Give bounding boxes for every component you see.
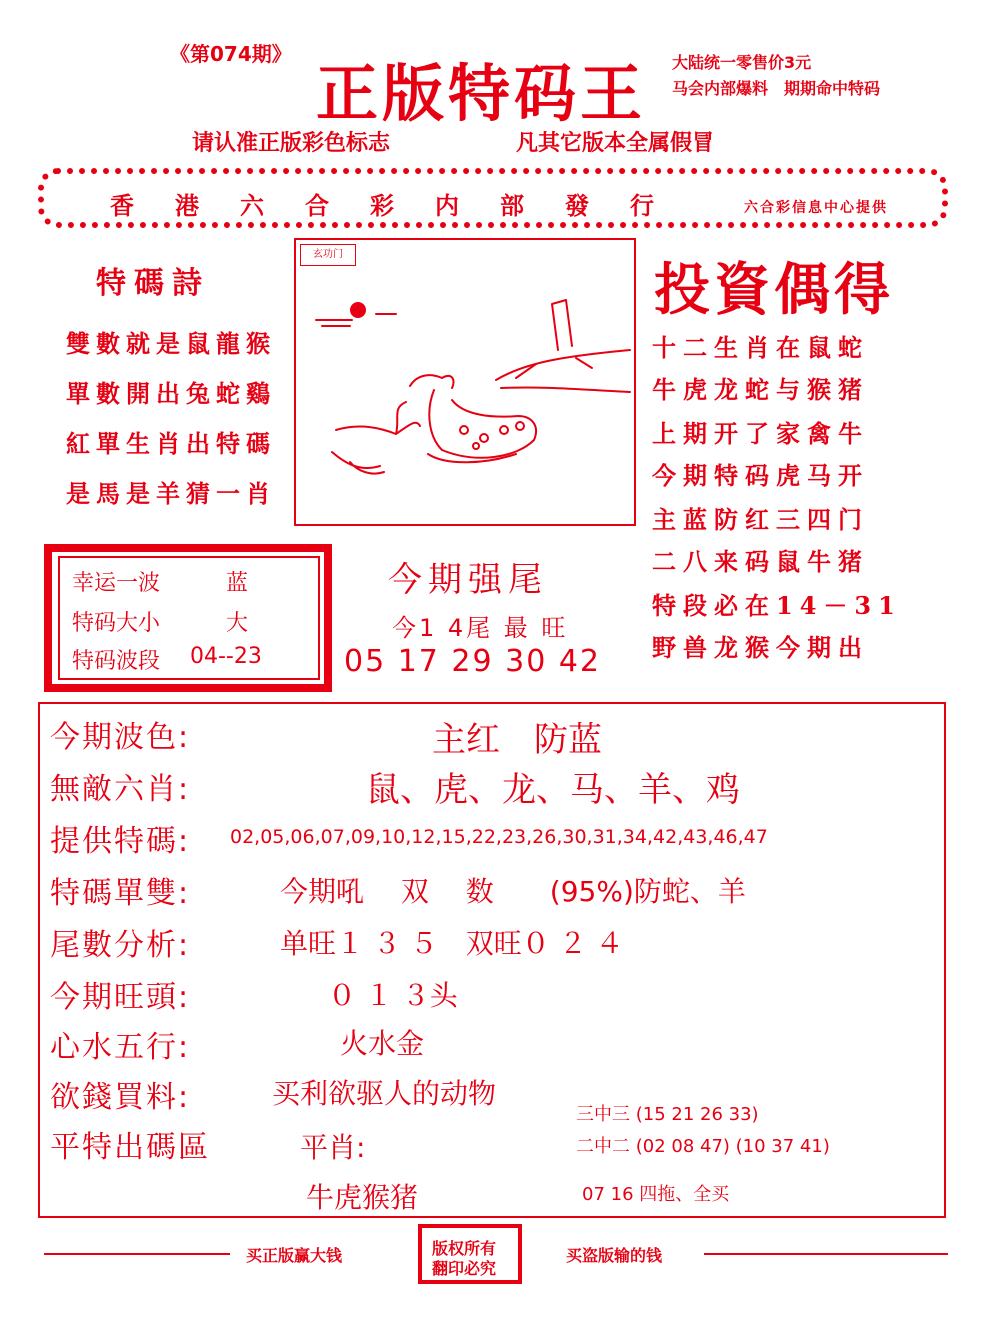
footer-divider-left [44, 1253, 230, 1255]
tail-value: 单旺１ ３ ５ 双旺０ ２ ４ [280, 927, 624, 960]
pick3-text: 三中三 (15 21 26 33) [576, 1104, 759, 1125]
slogan-text: 马会内部爆料 期期命中特码 [672, 79, 881, 98]
lucky-wave-value: 蓝 [226, 571, 249, 596]
buy-label: 欲錢買料: [50, 1080, 191, 1115]
element-label: 心水五行: [50, 1030, 191, 1065]
buy-value: 买利欲驱人的动物 [272, 1077, 497, 1110]
strong-tail-title: 今期强尾 [388, 560, 548, 600]
lucky-range-label: 特码波段 [72, 649, 161, 674]
issue-number: 《第074期》 [170, 42, 292, 66]
invest-line: 十二生肖在鼠蛇 [652, 333, 869, 362]
lucky-wave-label: 幸运一波 [72, 571, 161, 596]
strong-tail-numbers: 05 17 29 30 42 [344, 644, 602, 679]
copyright-line-1: 版权所有 [432, 1239, 497, 1258]
footer-right-text: 买盗版输的钱 [566, 1246, 663, 1265]
invest-line: 主蓝防红三四门 [652, 505, 869, 534]
invest-line: 二八来码鼠牛猪 [652, 547, 869, 576]
poem-line: 是馬是羊猜一肖 [66, 479, 276, 508]
color-label: 今期波色: [50, 720, 191, 755]
picture-frame [294, 238, 636, 526]
flat-value: 牛虎猴猪 [306, 1181, 419, 1214]
footer-left-text: 买正版赢大钱 [246, 1246, 343, 1265]
code-label: 提供特碼: [50, 824, 191, 859]
head-value: ０ １ ３头 [328, 979, 458, 1012]
six-label: 無敵六肖: [50, 772, 191, 807]
poem-line: 單數開出兔蛇鷄 [66, 379, 276, 408]
banner-main-text: 香港六合彩内部發行 [110, 191, 695, 220]
poem-title: 特碼詩 [96, 266, 210, 301]
element-value: 火水金 [340, 1027, 425, 1060]
lucky-size-value: 大 [226, 611, 249, 636]
masthead-title: 正版特码王 [316, 57, 647, 130]
flat-label: 平特出碼區 [50, 1130, 210, 1165]
dragall-text: 07 16 四拖、全买 [582, 1184, 730, 1205]
invest-line: 上期开了家禽牛 [652, 419, 869, 448]
tail-label: 尾數分析: [50, 928, 191, 963]
code-value: 02,05,06,07,09,10,12,15,22,23,26,30,31,34,42,43,46,47 [230, 826, 768, 848]
strong-tail-sub: 今1 4尾 最 旺 [392, 614, 569, 642]
poem-line: 紅單生肖出特碼 [66, 429, 276, 458]
oddeven-value: 今期吼 双 数 (95%)防蛇、羊 [280, 875, 746, 908]
footer-divider-right [704, 1253, 948, 1255]
six-value: 鼠、虎、龙、马、羊、鸡 [366, 770, 740, 810]
invest-title: 投資偶得 [654, 257, 894, 323]
flat-sub: 平肖: [300, 1131, 366, 1164]
copyright-line-2: 翻印必究 [432, 1259, 497, 1278]
authenticity-left: 请认准正版彩色标志 [192, 131, 391, 156]
head-label: 今期旺頭: [50, 980, 191, 1015]
picture-stamp: 玄功门 [300, 244, 356, 266]
oddeven-label: 特碼單雙: [50, 876, 191, 911]
invest-line: 今期特码虎马开 [652, 461, 869, 490]
color-value: 主红 防蓝 [432, 720, 602, 760]
price-text: 大陆统一零售价3元 [672, 53, 812, 72]
lucky-range-value: 04--23 [190, 644, 262, 669]
invest-line: 野兽龙猴今期出 [652, 633, 869, 662]
lucky-size-label: 特码大小 [72, 611, 161, 636]
banner-sub-text: 六合彩信息中心提供 [744, 200, 888, 216]
pick2-text: 二中二 (02 08 47) (10 37 41) [576, 1136, 830, 1157]
poem-line: 雙數就是鼠龍猴 [66, 329, 276, 358]
authenticity-right: 凡其它版本全属假冒 [516, 131, 715, 156]
invest-line: 特段必在14－31 [652, 591, 902, 620]
deer-illustration [296, 240, 634, 524]
invest-line: 牛虎龙蛇与猴猪 [652, 375, 869, 404]
